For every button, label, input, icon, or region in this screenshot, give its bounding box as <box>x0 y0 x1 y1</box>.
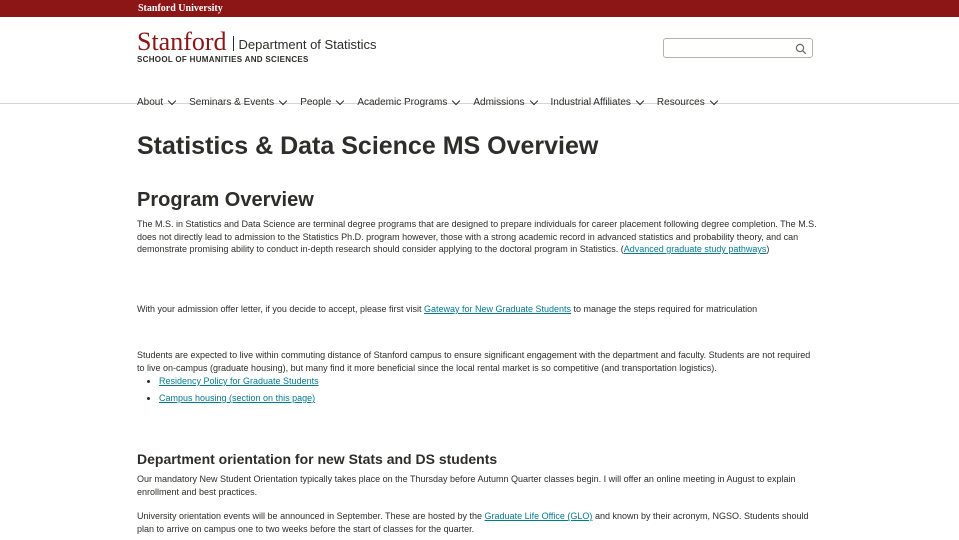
nav-about[interactable] <box>137 97 175 108</box>
admission-paragraph <box>137 303 817 316</box>
university-topbar[interactable] <box>0 0 959 17</box>
department-name[interactable]: Department of Statistics <box>238 37 377 52</box>
campus-housing-link[interactable]: Campus housing (section on this page) <box>159 393 316 403</box>
logo-divider <box>233 36 234 51</box>
nav-resources[interactable] <box>657 97 717 108</box>
main-nav <box>137 97 731 108</box>
paragraph-text-end: and known by their acronym, NGSO. Students should plan to arrive on campus one to two weeks before the start of classes for the quarter. <box>137 511 809 534</box>
paragraph-text: University orientation events will be announced in September. These are hosted by the <box>137 511 485 521</box>
paragraph-text-end: ) <box>766 244 770 254</box>
university-orientation-paragraph <box>137 510 817 535</box>
nav-seminars-label[interactable]: Seminars & Events <box>189 97 275 108</box>
search-icon <box>795 43 807 55</box>
chevron-down-icon[interactable] <box>529 97 537 105</box>
list-item <box>159 392 319 404</box>
chevron-down-icon[interactable] <box>636 97 644 105</box>
stanford-wordmark[interactable]: Stanford <box>137 27 227 56</box>
nav-academic-programs-label[interactable]: Academic Programs <box>357 97 448 108</box>
nav-industrial-affiliates[interactable] <box>551 97 643 108</box>
site-header <box>0 17 959 108</box>
orientation-heading: Department orientation for new Stats and DS students <box>137 451 498 467</box>
list-item <box>159 375 319 387</box>
graduate-life-office-link[interactable]: Graduate Life Office (GLO) <box>484 511 593 521</box>
chevron-down-icon[interactable] <box>452 97 460 105</box>
residency-paragraph: Students are expected to live within commuting distance of Stanford campus to ensure significant engagement with the department and faculty. Students are not required to live on-campus (graduate housing), but many find it more beneficial since the local rental market is so competitive (and transportation logistics). <box>137 350 811 373</box>
chevron-down-icon[interactable] <box>279 97 287 105</box>
chevron-down-icon[interactable] <box>709 97 717 105</box>
search-input[interactable] <box>668 41 792 59</box>
gateway-link[interactable]: Gateway for New Graduate Students <box>423 304 572 314</box>
nav-admissions[interactable] <box>473 97 536 108</box>
nav-industrial-affiliates-label[interactable]: Industrial Affiliates <box>550 97 631 108</box>
paragraph-text-end: to manage the steps required for matriculation <box>571 304 758 314</box>
orientation-paragraph: Our mandatory New Student Orientation typically takes place on the Thursday before Autumn Quarter classes begin. I will offer an online meeting in August to explain enrollment and best practices. <box>137 474 796 497</box>
residency-links-list <box>137 375 319 409</box>
program-overview-paragraph <box>137 218 817 256</box>
university-link[interactable]: Stanford University <box>138 3 223 14</box>
advanced-graduate-pathways-link[interactable]: Advanced graduate study pathways <box>623 244 767 254</box>
chevron-down-icon[interactable] <box>168 97 176 105</box>
paragraph-text: With your admission offer letter, if you decide to accept, please first visit <box>137 304 424 314</box>
school-name[interactable]: SCHOOL OF HUMANITIES AND SCIENCES <box>137 55 309 64</box>
nav-academic-programs[interactable] <box>357 97 459 108</box>
nav-people-label[interactable]: People <box>300 97 332 108</box>
nav-resources-label[interactable]: Resources <box>656 97 705 108</box>
site-logo[interactable] <box>137 27 377 56</box>
page-title: Statistics & Data Science MS Overview <box>137 132 599 160</box>
nav-about-label[interactable]: About <box>137 97 164 108</box>
nav-admissions-label[interactable]: Admissions <box>473 97 525 108</box>
program-overview-heading: Program Overview <box>137 189 314 211</box>
search-box <box>663 38 813 58</box>
nav-people[interactable] <box>300 97 343 108</box>
search-button[interactable] <box>795 42 807 54</box>
residency-policy-link[interactable]: Residency Policy for Graduate Students <box>159 376 319 386</box>
paragraph-text: The M.S. in Statistics and Data Science are terminal degree programs that are designed to prepare individuals for career placement following degree completion. The M.S. does not directly lead to admission to the Statistics Ph.D. program however, those with a strong academic record in advanced statistics and probability theory, and can demonstrate promising ability to conduct in-depth research should consider applying to the doctoral program in Statistics. ( <box>137 219 817 254</box>
nav-seminars-events[interactable] <box>189 97 286 108</box>
chevron-down-icon[interactable] <box>336 97 344 105</box>
